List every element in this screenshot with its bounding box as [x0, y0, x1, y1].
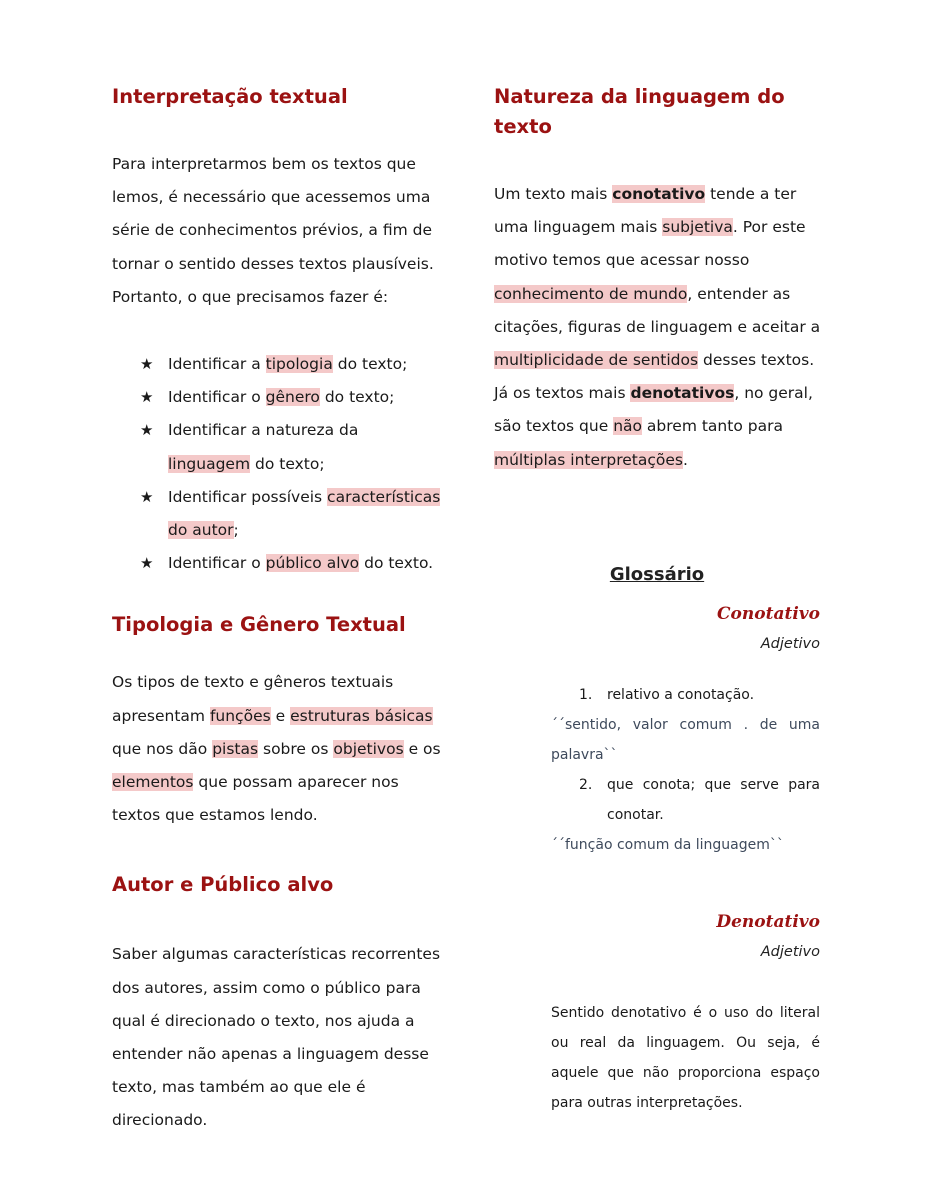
list-item: ★ Identificar o gênero do texto;	[112, 381, 442, 414]
star-icon: ★	[140, 355, 154, 374]
star-icon: ★	[140, 554, 154, 573]
list-item: ★ Identificar a natureza da linguagem do texto;	[112, 414, 442, 480]
right-column	[494, 82, 824, 477]
section-title-autor: Autor e Público alvo	[112, 873, 334, 897]
glossary-entry-denotativo	[551, 912, 820, 1118]
example-text: ´´função comum da linguagem``	[551, 837, 784, 853]
star-icon: ★	[140, 421, 154, 440]
denotativo-definition: Sentido denotativo é o uso do literal ou real da linguagem. Ou seja, é aquele que não proporciona espaço para outras interpretações.	[551, 1005, 820, 1111]
autor-body: Saber algumas características recorrentes dos autores, assim como o público para qual é direcionado o texto, nos ajuda a entender não apenas a linguagem desse texto, mas também ao que ele é direcionado.	[112, 945, 441, 1130]
term-pos: Adjetivo	[760, 944, 820, 960]
star-icon: ★	[140, 487, 154, 506]
section-title-tipologia: Tipologia e Gênero Textual	[112, 613, 406, 637]
definition-row: 2. que conota; que serve para conotar.	[579, 777, 820, 823]
star-icon: ★	[140, 388, 154, 407]
glossary-title: Glossário	[609, 564, 705, 585]
term-pos: Adjetivo	[760, 636, 820, 652]
list-item: ★ Identificar o público alvo do texto.	[112, 547, 442, 580]
term-denotativo: Denotativo	[716, 912, 820, 932]
definition-row: 1. relativo a conotação.	[579, 687, 755, 703]
glossary-entry-conotativo	[551, 604, 820, 860]
term-conotativo: Conotativo	[717, 604, 820, 624]
section-title-natureza: Natureza da linguagem do texto	[494, 85, 785, 138]
checklist	[112, 348, 442, 580]
list-item: ★ Identificar possíveis características do autor;	[112, 481, 442, 547]
tipologia-body: Os tipos de texto e gêneros textuais apresentam funções e estruturas básicas que nos dão pistas sobre os objetivos e os elementos que possam aparecer nos textos que estamos lendo.	[112, 673, 441, 825]
interpretacao-body: Para interpretarmos bem os textos que lemos, é necessário que acessemos uma série de conhecimentos prévios, a fim de tornar o sentido desses textos plausíveis. Portanto, o que precisamos fazer é:	[112, 155, 434, 306]
list-item: ★ Identificar a tipologia do texto;	[112, 348, 442, 381]
example-text: ´´sentido, valor comum . de uma palavra``	[551, 717, 820, 763]
left-column	[112, 82, 442, 1138]
section-title-interpretacao: Interpretação textual	[112, 85, 348, 108]
natureza-body: Um texto mais conotativo tende a ter uma linguagem mais subjetiva. Por este motivo temos que acessar nosso conhecimento de mundo, entender as citações, figuras de linguagem e aceitar a multiplicidade de sentidos desses textos. Já os textos mais denotativos, no geral, são textos que não abrem tanto para múltiplas interpretações.	[494, 185, 821, 469]
